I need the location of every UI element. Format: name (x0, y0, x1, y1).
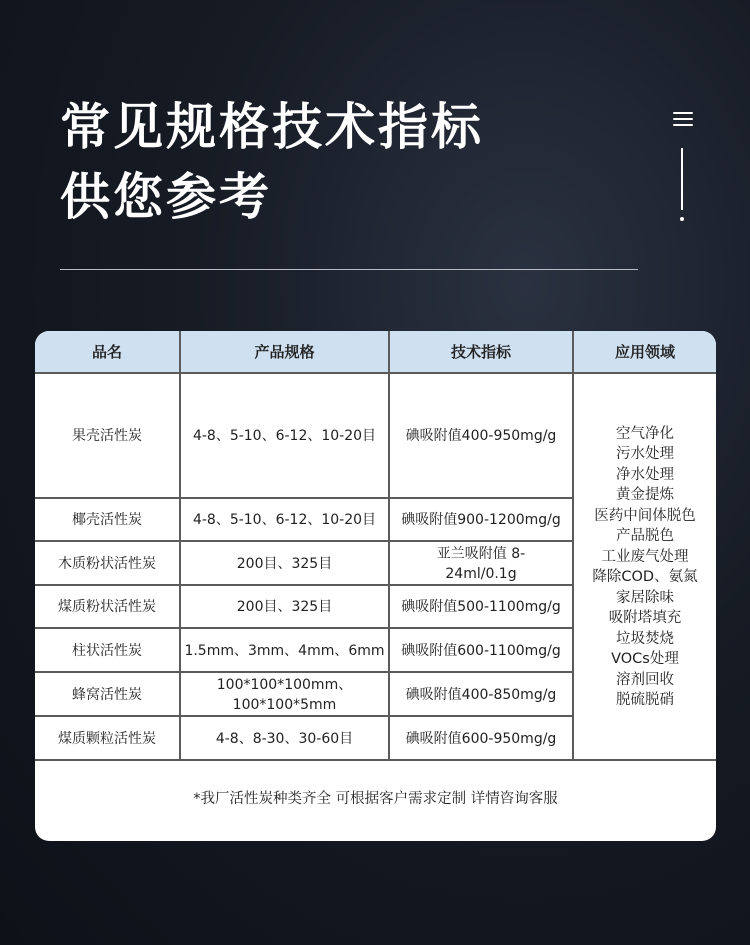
page-title (60, 92, 484, 232)
footnote: *我厂活性炭种类齐全 可根据客户需求定制 详情咨询客服 (193, 791, 558, 807)
row-divider (35, 540, 572, 542)
row-divider (35, 497, 572, 499)
row-3-name: 煤质粉状活性炭 (58, 599, 156, 615)
row-1-name: 椰壳活性炭 (72, 512, 142, 528)
row-0-index: 碘吸附值400-950mg/g (405, 428, 557, 444)
column-divider (572, 331, 574, 761)
decorative-dot (680, 217, 684, 221)
row-6-name: 煤质颗粒活性炭 (58, 730, 156, 747)
row-0-name: 果壳活性炭 (72, 428, 142, 444)
row-0-spec: 4-8、5-10、6-12、10-20目 (192, 428, 377, 444)
title-line-2: 供您参考 (60, 168, 272, 226)
application-item: 家居除味 (616, 589, 674, 606)
row-divider (35, 671, 572, 673)
row-divider (35, 627, 572, 629)
application-item: 净水处理 (616, 466, 674, 483)
row-5-name: 蜂窝活性炭 (72, 686, 142, 703)
row-3-index: 碘吸附值500-1100mg/g (401, 599, 561, 615)
row-divider (35, 584, 572, 586)
menu-icon[interactable] (673, 112, 693, 126)
row-2-spec: 200目、325目 (236, 555, 333, 572)
application-item: 产品脱色 (616, 528, 674, 544)
header-name: 品名 (91, 343, 122, 361)
application-item: 降除COD、氨氮 (592, 569, 698, 585)
row-1-spec: 4-8、5-10、6-12、10-20目 (192, 512, 377, 528)
row-4-name: 柱状活性炭 (72, 642, 142, 659)
header-application: 应用领域 (614, 343, 675, 361)
title-divider (60, 269, 638, 270)
application-list (574, 374, 716, 760)
row-4-index: 碘吸附值600-1100mg/g (401, 642, 561, 659)
row-5-spec: 100*100*100mm、100*100*5mm (216, 676, 353, 713)
application-item: 空气净化 (616, 425, 674, 442)
header-spec: 产品规格 (254, 343, 315, 361)
row-2-index: 亚兰吸附值 8-24ml/0.1g (436, 545, 526, 582)
row-4-spec: 1.5mm、3mm、4mm、6mm (184, 642, 385, 659)
column-divider (179, 331, 181, 761)
application-item: 溶剂回收 (616, 671, 674, 688)
decorative-vertical-line (681, 148, 683, 210)
row-divider (35, 372, 716, 374)
application-item: 工业废气处理 (601, 548, 689, 565)
row-divider (35, 759, 716, 761)
row-6-index: 碘吸附值600-950mg/g (405, 730, 557, 747)
application-item: 医药中间体脱色 (594, 507, 696, 524)
title-line-1: 常见规格技术指标 (60, 98, 484, 156)
application-item: 脱硫脱硝 (616, 692, 674, 708)
application-item: 黄金提炼 (616, 487, 674, 503)
column-divider (388, 331, 390, 761)
row-1-index: 碘吸附值900-1200mg/g (401, 512, 561, 528)
row-3-spec: 200目、325目 (236, 599, 333, 615)
row-divider (35, 715, 572, 717)
application-item: 吸附塔填充 (608, 610, 682, 626)
spec-table-card (35, 331, 716, 841)
row-2-name: 木质粉状活性炭 (58, 555, 156, 572)
application-item: 垃圾焚烧 (616, 630, 674, 647)
row-6-spec: 4-8、8-30、30-60目 (215, 730, 354, 747)
header-index: 技术指标 (450, 343, 511, 361)
row-5-index: 碘吸附值400-850mg/g (405, 686, 557, 703)
application-item: VOCs处理 (611, 651, 679, 667)
application-item: 污水处理 (616, 446, 674, 462)
